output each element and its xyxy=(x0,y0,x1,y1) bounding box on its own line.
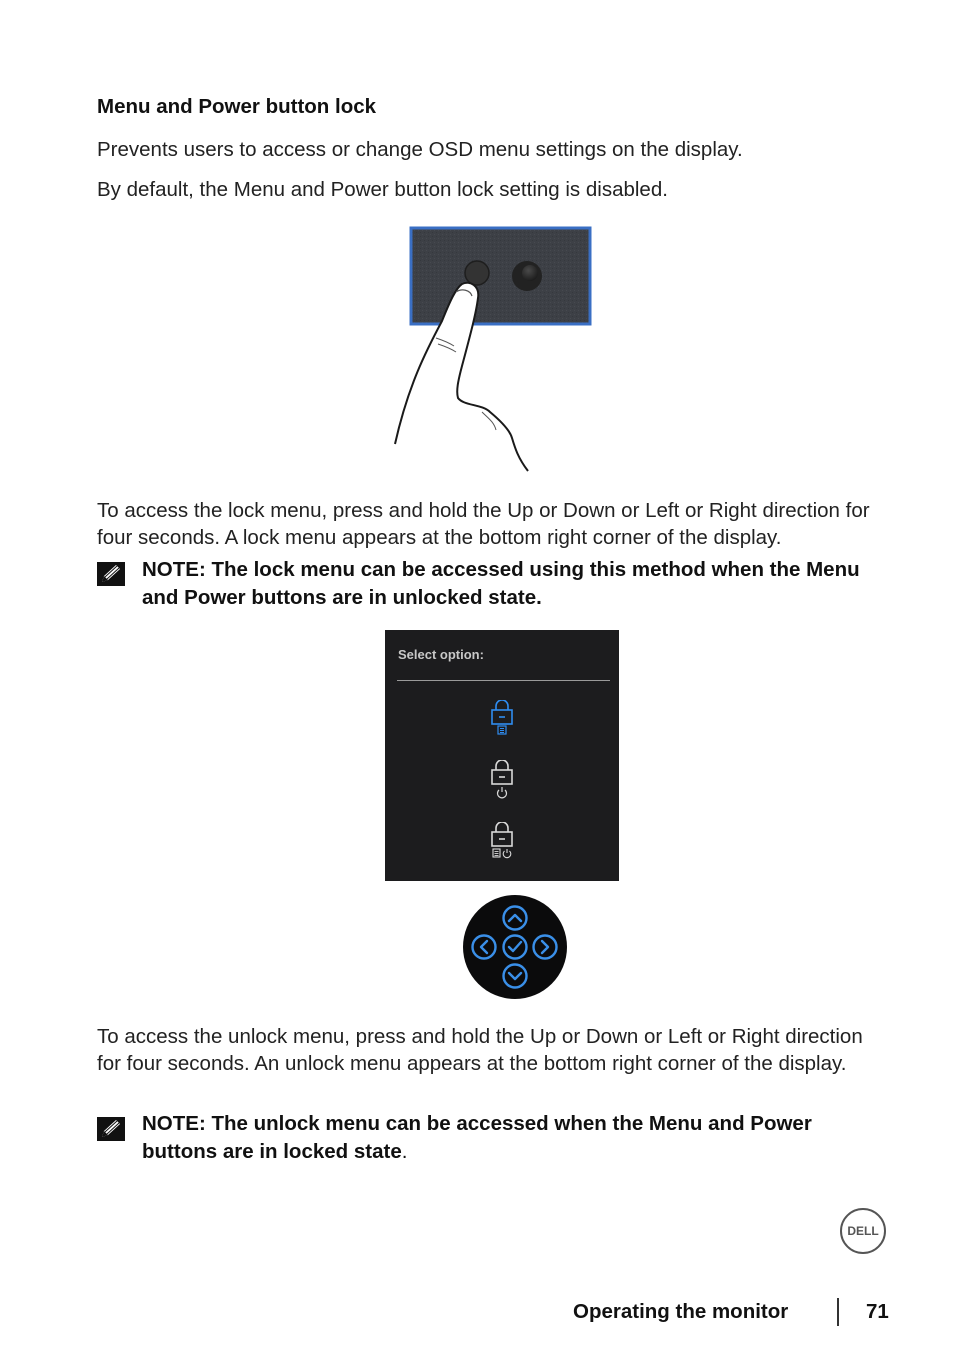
power-lock-icon[interactable] xyxy=(489,760,515,800)
description-paragraph: Prevents users to access or change OSD menu settings on the display. xyxy=(97,138,743,161)
monitor-bezel xyxy=(411,228,590,324)
button-press-illustration xyxy=(390,226,600,476)
unlock-access-paragraph: To access the unlock menu, press and hold the Up or Down or Left or Right direction for four seconds. An unlock menu appears at the bottom right corner of the display. xyxy=(97,1025,863,1075)
footer-divider xyxy=(837,1298,839,1326)
unlock-note-bold: NOTE: The unlock menu can be accessed when the Menu and Power buttons are in locked state xyxy=(142,1112,812,1163)
joystick-control xyxy=(462,894,568,1000)
menu-power-lock-icon[interactable] xyxy=(489,822,515,860)
unlock-note-tail: . xyxy=(401,1140,408,1163)
note-pencil-icon xyxy=(97,1117,125,1141)
lock-access-paragraph: To access the lock menu, press and hold the Up or Down or Left or Right direction for four seconds. A lock menu appears at the bottom right corner of the display. xyxy=(97,499,870,549)
note-pencil-icon xyxy=(97,562,125,586)
default-setting-paragraph: By default, the Menu and Power button lock setting is disabled. xyxy=(97,178,668,201)
lock-note: NOTE: The lock menu can be accessed using this method when the Menu and Power buttons are in unlocked state. xyxy=(142,558,860,609)
unlock-note xyxy=(142,1110,882,1166)
page-number: 71 xyxy=(866,1300,889,1323)
section-heading: Menu and Power button lock xyxy=(97,95,377,118)
menu-button xyxy=(465,261,489,285)
dell-logo xyxy=(840,1208,886,1254)
footer-section-title: Operating the monitor xyxy=(573,1300,789,1323)
osd-menu-title: Select option: xyxy=(398,647,484,662)
dell-logo-text: DELL xyxy=(847,1224,879,1238)
menu-lock-icon[interactable] xyxy=(489,700,515,736)
osd-divider xyxy=(397,680,610,681)
osd-lock-menu xyxy=(385,630,619,881)
